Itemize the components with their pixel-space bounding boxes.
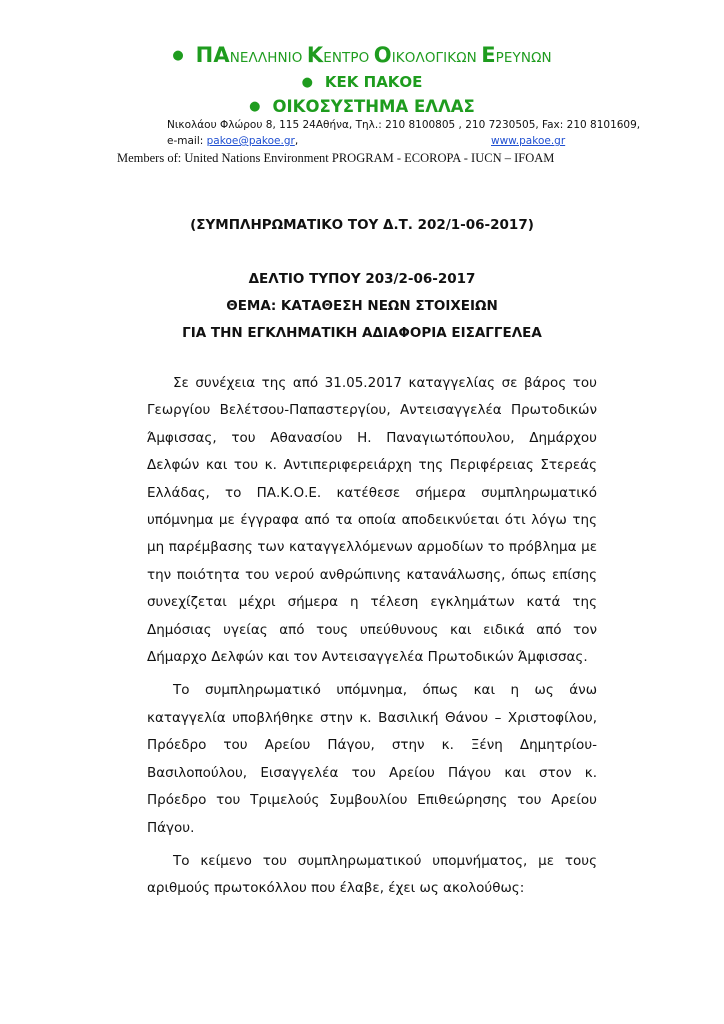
press-release-number: ΔΕΛΤΙΟ ΤΥΠΟΥ 203/2-06-2017: [248, 271, 476, 287]
bullet-icon: ●: [172, 47, 184, 63]
org-name: ΠΑΝΕΛΛΗΝΙΟ ΚΕΝΤΡΟ ΟΙΚΟΛΟΓΙΚΩΝ ΕΡΕΥΝΩΝ: [195, 43, 552, 67]
supplement-heading: (ΣΥΜΠΛΗΡΩΜΑΤΙΚΟ ΤΟΥ Δ.Τ. 202/1-06-2017): [190, 217, 534, 233]
letterhead-ecosystem: ● ΟΙΚΟΣΥΣΤΗΜΑ ΕΛΛΑΣ: [249, 97, 475, 116]
paragraph: Σε συνέχεια της από 31.05.2017 καταγγελίας σε βάρος του Γεωργίου Βελέτσου-Παπαστεργίου, Αντεισαγγελέα Πρωτοδικών Άμφισσας, του Αθανασίου Η. Παναγιωτόπουλου, Δημάρχου Δελφών και του κ. Αντιπεριφερειάρχη της Περιφέρειας Στερεάς Ελλάδας, το ΠΑ.Κ.Ο.Ε. κατέθεσε σήμερα συμπληρωματικό υπόμνημα με έγγραφα από τα οποία αποδεικνύεται ότι λόγω της μη παρέμβασης των καταγγελλόμενων αρμοδίων το πρόβλημα με την ποιότητα του νερού ανθρώπινης κατανάλωσης, όπως επίσης συνεχίζεται μέχρι σήμερα η τέλεση εγκλημάτων κατά της Δημόσιας υγείας από τους υπεύθυνους και ειδικά από τον Δήμαρχο Δελφών και τον Αντεισαγγελέα Πρωτοδικών Άμφισσας.: [147, 375, 597, 666]
subject-line: ΘΕΜΑ: ΚΑΤΑΘΕΣΗ ΝΕΩΝ ΣΤΟΙΧΕΙΩΝ: [226, 298, 498, 314]
email-link[interactable]: pakoe@pakoe.gr: [206, 135, 295, 147]
bullet-icon: ●: [249, 99, 261, 114]
paragraph: Το συμπληρωματικό υπόμνημα, όπως και η ως άνω καταγγελία υποβλήθηκε στην κ. Βασιλική Θάνου – Χριστοφίλου, Πρόεδρο του Αρείου Πάγου, στην κ. Ξένη Δημητρίου-Βασιλοπούλου, Εισαγγελέα του Αρείου Πάγου και στον κ. Πρόεδρο του Τριμελούς Συμβουλίου Επιθεώρησης του Αρείου Πάγου.: [147, 682, 597, 836]
contact-line: e-mail: pakoe@pakoe.gr, www.pakoe.gr: [167, 135, 566, 147]
subject-line-2: ΓΙΑ ΤΗΝ ΕΓΚΛΗΜΑΤΙΚΗ ΑΔΙΑΦΟΡΙΑ ΕΙΣΑΓΓΕΛΕΑ: [182, 325, 542, 341]
letterhead-org-name: [0, 40, 724, 70]
address: Νικολάου Φλώρου 8, 115 24Αθήνα, Τηλ.: 210 8100805 , 210 7230505, Fax: 210 8101609,: [167, 119, 641, 131]
document-body: [147, 370, 597, 909]
letterhead: [0, 40, 724, 169]
bullet-icon: ●: [301, 74, 313, 90]
letterhead-kek: ● ΚΕΚ ΠΑΚΟΕ: [301, 73, 423, 91]
memberships: Members of: United Nations Environment PROGRAM - ECOROPA - IUCN – IFOAM: [117, 151, 555, 165]
website-link[interactable]: www.pakoe.gr: [491, 135, 566, 147]
paragraph: Το κείμενο του συμπληρωματικού υπομνήματος, με τους αριθμούς πρωτοκόλλου που έλαβε, έχει ως ακολούθως:: [147, 852, 597, 897]
